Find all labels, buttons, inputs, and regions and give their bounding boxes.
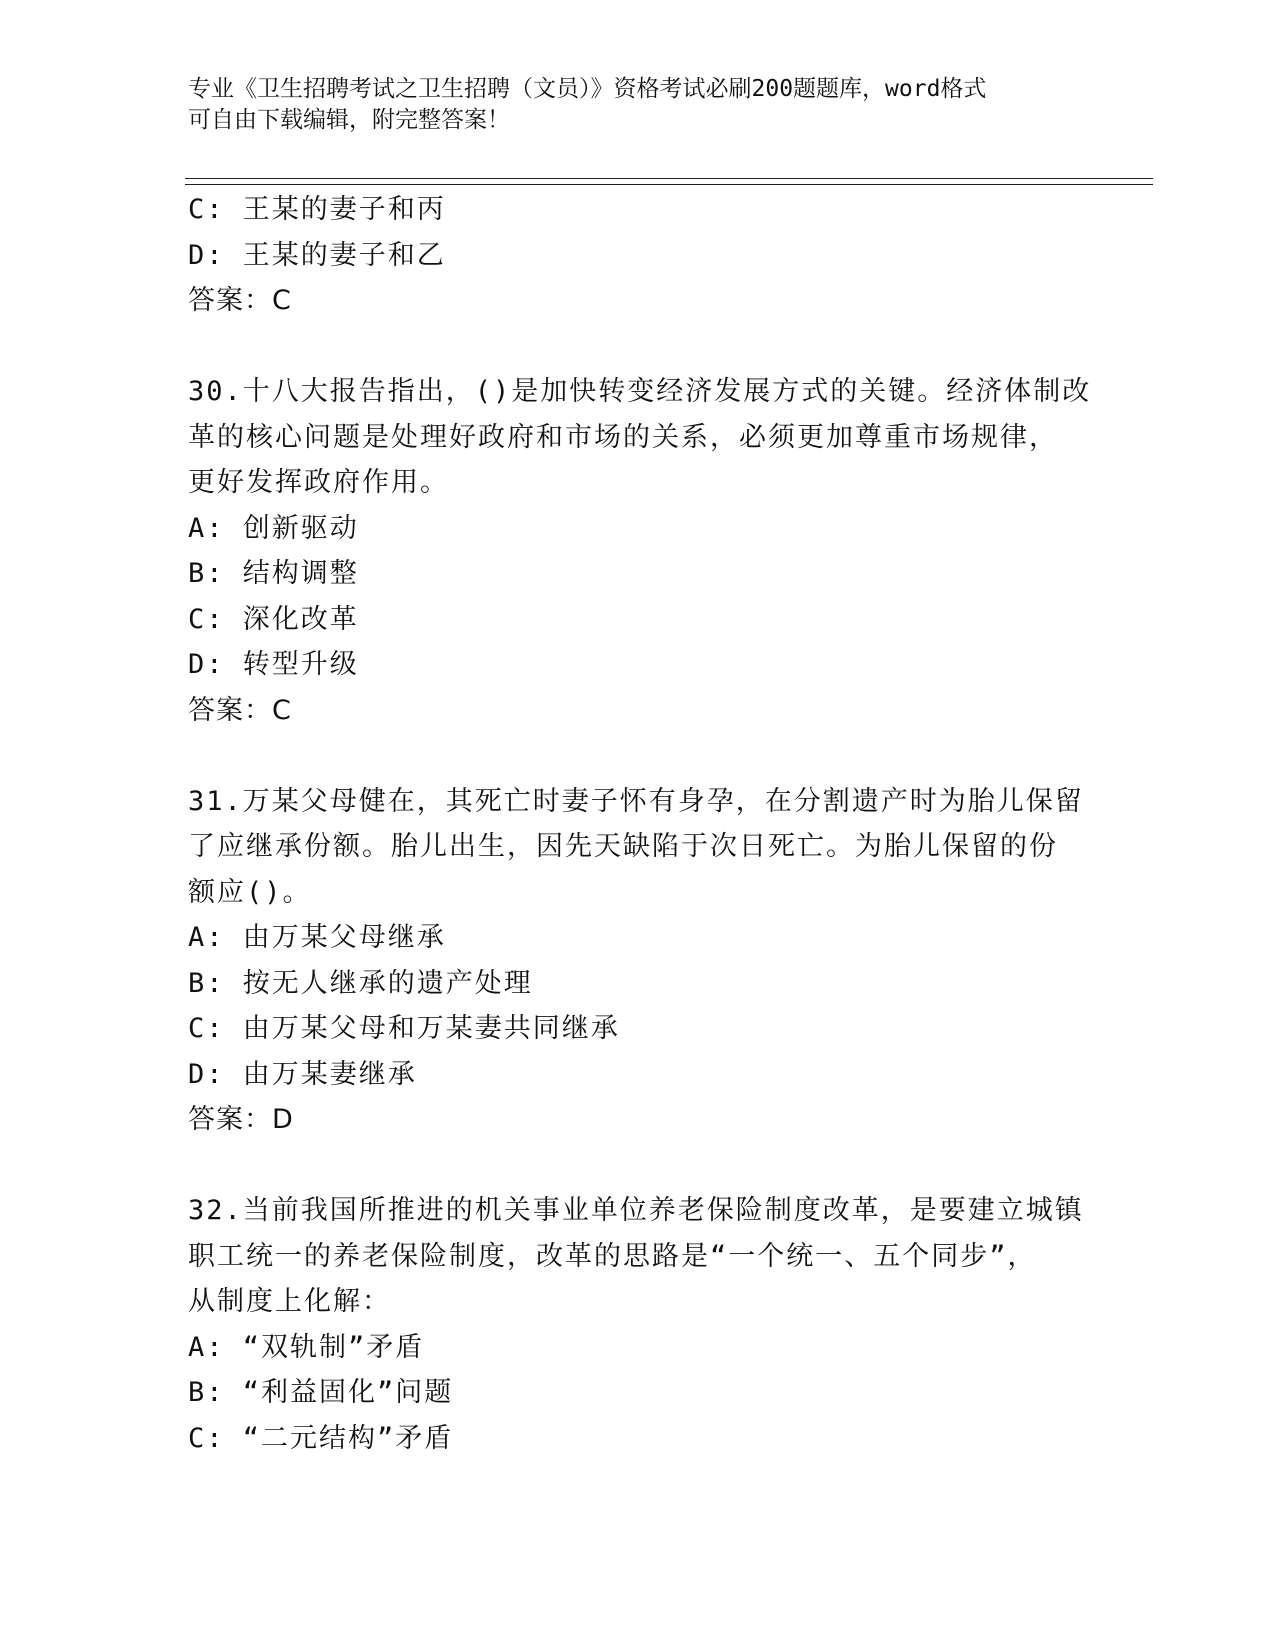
q30-stem-line-3: 更好发挥政府作用。 [188, 467, 449, 498]
q32-stem-line-3: 从制度上化解： [188, 1286, 391, 1317]
prev-option-d: D: 王某的妻子和乙 [188, 239, 446, 271]
spacer [188, 733, 1088, 779]
q31-option-a: A: 由万某父母继承 [188, 922, 446, 953]
q32-stem-line-2: 职工统一的养老保险制度，改革的思路是“一个统一、五个同步”， [188, 1240, 1037, 1272]
q32-option-b: B: “利益固化”问题 [188, 1377, 454, 1408]
q30-option-a: A: 创新驱动 [188, 512, 359, 544]
header-rule-bottom [185, 184, 1153, 185]
q31-option-c: C: 由万某父母和万某妻共同继承 [188, 1013, 620, 1044]
page-header [188, 74, 1088, 136]
q31-stem-line-2: 了应继承份额。胎儿出生，因先天缺陷于次日死亡。为胎儿保留的份 [188, 831, 1058, 862]
prev-option-c: C: 王某的妻子和丙 [188, 194, 446, 225]
question-content [188, 187, 1092, 1461]
q30-stem-line-1: 30.十八大报告指出，()是加快转变经济发展方式的关键。经济体制改 [188, 376, 1092, 407]
q31-stem-line-1: 31.万某父母健在，其死亡时妻子怀有身孕，在分割遗产时为胎儿保留 [188, 785, 1084, 817]
q30-option-b: B: 结构调整 [188, 558, 359, 589]
header-title-line-2: 可自由下载编辑，附完整答案！ [188, 107, 510, 133]
q31-stem-line-3: 额应()。 [188, 876, 312, 908]
header-rule-top [185, 178, 1153, 179]
q30-option-c: C: 深化改革 [188, 603, 359, 635]
q31-answer: 答案：D [188, 1104, 294, 1135]
q32-stem-line-1: 32.当前我国所推进的机关事业单位养老保险制度改革，是要建立城镇 [188, 1195, 1084, 1226]
spacer [188, 324, 1088, 370]
q32-option-c: C: “二元结构”矛盾 [188, 1422, 454, 1454]
q30-stem-line-2: 革的核心问题是处理好政府和市场的关系，必须更加尊重市场规律， [188, 421, 1058, 453]
q30-answer: 答案：C [188, 694, 292, 726]
q31-option-d: D: 由万某妻继承 [188, 1058, 417, 1090]
q31-option-b: B: 按无人继承的遗产处理 [188, 967, 533, 999]
prev-answer: 答案：C [188, 285, 292, 316]
spacer [188, 1143, 1088, 1189]
q32-option-a: A: “双轨制”矛盾 [188, 1331, 425, 1363]
q30-option-d: D: 转型升级 [188, 649, 359, 680]
header-title-line-1: 专业《卫生招聘考试之卫生招聘（文员）》资格考试必刷200题题库，word格式 [188, 76, 987, 102]
